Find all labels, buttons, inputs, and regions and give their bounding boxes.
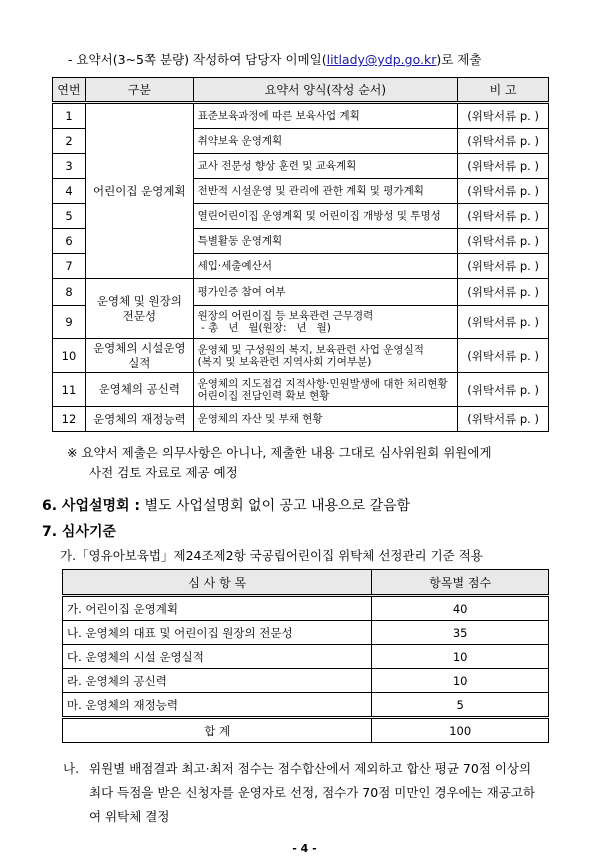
row-no: 11: [53, 373, 86, 407]
table-row: [63, 621, 549, 645]
row-no: 10: [53, 339, 86, 373]
criteria-score: 10: [372, 645, 549, 669]
table-row: [63, 596, 549, 621]
row-item: 전반적 시설운영 및 관리에 관한 계획 및 평가계획: [193, 179, 458, 204]
submission-note: [67, 443, 492, 483]
note-line-1: ※ 요약서 제출은 의무사항은 아니나, 제출한 내용 그대로 심사위원회 위원에게: [67, 445, 492, 460]
criteria-item: 가. 어린이집 운영계획: [63, 596, 372, 621]
row-note: (위탁서류 p. ): [458, 229, 549, 254]
total-score: 100: [372, 718, 549, 743]
summary-form-table: [52, 77, 549, 432]
row-no: 1: [53, 103, 86, 129]
row-item: 평가인증 참여 여부: [193, 279, 458, 306]
section-6-text: 별도 사업설명회 없이 공고 내용으로 갈음함: [140, 498, 411, 514]
row-note: (위탁서류 p. ): [458, 154, 549, 179]
email-link[interactable]: litlady@ydp.go.kr: [326, 52, 437, 67]
row-no: 6: [53, 229, 86, 254]
paragraph-label: 나.: [63, 761, 80, 776]
row-note: (위탁서류 p. ): [458, 204, 549, 229]
row-item: 세입·세출예산서: [193, 254, 458, 279]
row-no: 5: [53, 204, 86, 229]
row-item: [193, 339, 458, 373]
row-note: (위탁서류 p. ): [458, 129, 549, 154]
header-category: 구분: [85, 78, 193, 103]
category-cell: 운영체의 공신력: [85, 373, 193, 407]
submission-instruction: [68, 50, 481, 68]
row-item: [193, 373, 458, 407]
table-header-row: [53, 78, 549, 103]
row-item: [193, 306, 458, 339]
table-row: [63, 693, 549, 718]
row-item-line2: 어린이집 전담인력 확보 현황: [197, 389, 330, 402]
row-note: (위탁서류 p. ): [458, 254, 549, 279]
selection-rule-paragraph: [63, 757, 543, 829]
row-item: 취약보육 운영계획: [193, 129, 458, 154]
table-row: [53, 407, 549, 432]
row-no: 12: [53, 407, 86, 432]
criteria-item: 나. 운영체의 대표 및 어린이집 원장의 전문성: [63, 621, 372, 645]
category-cell: 운영체의 재정능력: [85, 407, 193, 432]
section-7-title: 7. 심사기준: [42, 524, 117, 540]
criteria-table: [62, 569, 549, 743]
row-item: 표준보육과정에 따른 보육사업 계획: [193, 103, 458, 129]
row-item-line2: (복지 및 보육관련 지역사회 기여부분): [197, 355, 372, 368]
paragraph-text: 위원별 배점결과 최고·최저 점수는 점수합산에서 제외하고 합산 평균 70점 이상의 최다 득점을 받은 신청자를 운영자로 선정, 점수가 70점 미만인 경우에는 재공고하여 위탁체 결정: [89, 761, 536, 824]
header-no: 연번: [53, 78, 86, 103]
instruction-prefix: - 요약서(3~5쪽 분량) 작성하여 담당자 이메일(: [68, 52, 327, 67]
row-note: (위탁서류 p. ): [458, 407, 549, 432]
category-cell: 운영체 및 원장의 전문성: [85, 279, 193, 339]
row-note: (위탁서류 p. ): [458, 306, 549, 339]
header-criteria: 심 사 항 목: [63, 570, 372, 596]
instruction-suffix: )로 제출: [436, 52, 482, 67]
row-no: 9: [53, 306, 86, 339]
criteria-score: 5: [372, 693, 549, 718]
row-note: (위탁서류 p. ): [458, 339, 549, 373]
row-item: 운영체의 자산 및 부채 현황: [193, 407, 458, 432]
header-form: 요약서 양식(작성 순서): [193, 78, 458, 103]
criteria-item: 다. 운영체의 시설 운영실적: [63, 645, 372, 669]
table-row: [63, 669, 549, 693]
table-row: [53, 339, 549, 373]
row-item-line1: 원장의 어린이집 등 보육관련 근무경력: [197, 310, 374, 322]
row-no: 3: [53, 154, 86, 179]
category-cell: 운영체의 시설운영 실적: [85, 339, 193, 373]
criteria-item: 마. 운영체의 재정능력: [63, 693, 372, 718]
row-no: 4: [53, 179, 86, 204]
note-line-2: 사전 검토 자료로 제공 예정: [89, 465, 238, 480]
criteria-score: 10: [372, 669, 549, 693]
page-number: - 4 -: [292, 842, 317, 855]
section-6-title: 6. 사업설명회 :: [42, 498, 141, 514]
row-no: 7: [53, 254, 86, 279]
row-item-line1: 운영체 및 구성원의 복지, 보육관련 사업 운영실적: [197, 343, 424, 356]
row-note: (위탁서류 p. ): [458, 179, 549, 204]
criteria-score: 35: [372, 621, 549, 645]
total-row: [63, 718, 549, 743]
row-note: (위탁서류 p. ): [458, 373, 549, 407]
header-score: 항목별 점수: [372, 570, 549, 596]
category-cell: 어린이집 운영계획: [85, 103, 193, 279]
row-no: 2: [53, 129, 86, 154]
table-header-row: [63, 570, 549, 596]
section-6-heading: [42, 495, 410, 515]
row-item: 열린어린이집 운영계획 및 어린이집 개방성 및 투명성: [193, 204, 458, 229]
row-note: (위탁서류 p. ): [458, 279, 549, 306]
criteria-subheading: 가.「영유아보육법」제24조제2항 국공립어린이집 위탁체 선정관리 기준 적용: [60, 548, 483, 563]
criteria-score: 40: [372, 596, 549, 621]
table-row: [63, 645, 549, 669]
row-no: 8: [53, 279, 86, 306]
row-item-line1: 운영체의 지도점검 지적사항·민원발생에 대한 처리현황: [197, 377, 448, 390]
criteria-item: 라. 운영체의 공신력: [63, 669, 372, 693]
row-item-line2: - 총 년 월(원장: 년 월): [197, 322, 331, 334]
table-row: [53, 373, 549, 407]
table-row: [53, 279, 549, 306]
row-item: 특별활동 운영계획: [193, 229, 458, 254]
row-item: 교사 전문성 향상 훈련 및 교육계획: [193, 154, 458, 179]
row-note: (위탁서류 p. ): [458, 103, 549, 129]
total-label: 합 계: [63, 718, 372, 743]
header-note: 비 고: [458, 78, 549, 103]
table-row: [53, 103, 549, 129]
